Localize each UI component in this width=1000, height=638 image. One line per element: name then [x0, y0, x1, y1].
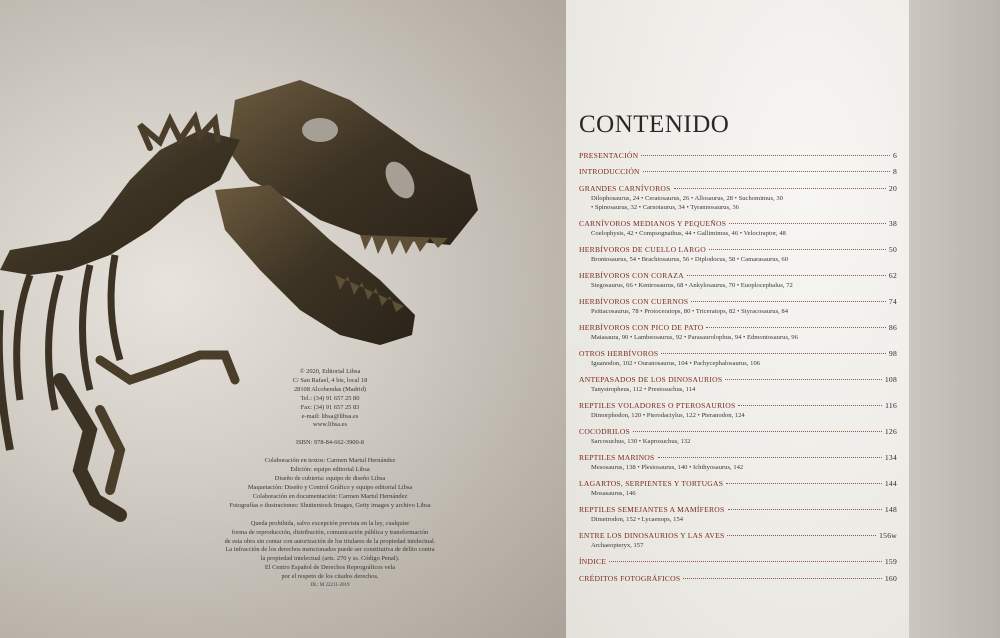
dot-leader [641, 155, 890, 156]
imprint-legal [200, 520, 460, 591]
dot-leader [725, 379, 882, 380]
toc-entry[interactable] [579, 151, 897, 161]
toc-entry-heading [579, 323, 897, 333]
toc-entry[interactable] [579, 531, 897, 551]
toc-entry-subitems: Archaeopteryx, 157 [591, 542, 644, 550]
toc-entry-subitems: Mosasaurus, 146 [591, 490, 636, 498]
toc-entry[interactable] [579, 505, 897, 525]
toc-entry-title: PRESENTACIÓN [579, 151, 639, 160]
toc-entry-title: HERBÍVOROS DE CUELLO LARGO [579, 245, 706, 255]
toc-entry-subitems: Brontosaurus, 54 • Brachiosaurus, 56 • Diplodocus, 58 • Camarasaurus, 60 [591, 256, 789, 264]
contents-page [566, 0, 909, 638]
imprint-publisher-lines [200, 368, 460, 430]
toc-page-number: 98 [888, 349, 897, 359]
toc-entry[interactable] [579, 574, 897, 584]
toc-entry-title: REPTILES MARINOS [579, 453, 655, 463]
toc-page-number: 116 [885, 401, 897, 411]
toc-entry-title: HERBÍVOROS CON CUERNOS [579, 297, 689, 307]
imprint-line: Fax: (34) 91 657 25 83 [300, 403, 360, 411]
toc-entry-heading [579, 531, 897, 541]
dot-leader [706, 327, 885, 328]
toc-entry-title: HERBÍVOROS CON CORAZA [579, 271, 684, 281]
imprint-line: e-mail: libsa@libsa.es [301, 412, 359, 420]
toc-entry-title: REPTILES VOLADORES O PTEROSAURIOS [579, 401, 736, 411]
toc-entry-heading [579, 349, 897, 359]
imprint-line: de esta obra sin contar con autorización de los titulares de la propiedad intelectual. [224, 537, 436, 545]
toc-entry-subitems: Maiasaura, 90 • Lambeosaurus, 92 • Parasaurolophus, 94 • Edmontosaurus, 96 [591, 334, 798, 342]
toc-entry-heading [579, 245, 897, 255]
toc-entry[interactable] [579, 557, 897, 567]
toc-entry[interactable] [579, 271, 897, 291]
toc-entry-heading [579, 151, 897, 161]
toc-entry-subitems: • Spinosaurus, 32 • Carnotaurus, 34 • Tyrannosaurus, 36 [591, 204, 739, 212]
toc-page-number: 148 [884, 505, 897, 515]
imprint-line: Edición: equipo editorial Libsa [290, 466, 370, 474]
toc-entry[interactable] [579, 479, 897, 499]
toc-entry-title: ÍNDICE [579, 557, 607, 567]
toc-page-number: 156w [879, 531, 897, 541]
toc-entry[interactable] [579, 323, 897, 343]
toc-entry-subitems: Psittacosaurus, 78 • Protoceratops, 80 • Triceratops, 82 • Styracosaurus, 84 [591, 308, 789, 316]
toc-entry[interactable] [579, 375, 897, 395]
toc-entry-title: REPTILES SEMEJANTES A MAMÍFEROS [579, 505, 725, 515]
contents-title: CONTENIDO [579, 111, 730, 138]
imprint-line: La infracción de los derechos mencionados puede ser constitutiva de delito contra [225, 546, 435, 554]
toc-page-number: 62 [888, 271, 897, 281]
toc-entry-title: GRANDES CARNÍVOROS [579, 183, 671, 193]
background-strip [909, 0, 1000, 638]
toc-entry-heading [579, 427, 897, 437]
toc-entry[interactable] [579, 245, 897, 265]
imprint-line: Maquetación: Diseño y Control Gráfico y equipo editorial Libsa [247, 483, 413, 491]
imprint-line: C/ San Rafael, 4 bis, local 18 [292, 376, 368, 384]
toc-page-number: 159 [884, 557, 897, 567]
imprint-credits [200, 457, 460, 510]
toc-entry-heading [579, 453, 897, 463]
toc-entry-heading [579, 167, 897, 177]
toc-entry-heading [579, 297, 897, 307]
imprint-line: 28108 Alcobendas (Madrid) [293, 385, 367, 393]
imprint-line: El Centro Español de Derechos Reprográficos vela [264, 564, 396, 572]
toc-entry-subitems: Tanystropheus, 112 • Prestosuchus, 114 [591, 386, 696, 394]
imprint-line: DL: M 22211-2019 [310, 583, 350, 589]
dot-leader [738, 405, 882, 406]
toc-entry-subitems: Mesosaurus, 138 • Plesiosaurus, 140 • Ichthyosaurus, 142 [591, 464, 744, 472]
toc-page-number: 160 [884, 573, 897, 583]
toc-entry-title: ENTRE LOS DINOSAURIOS Y LAS AVES [579, 531, 725, 541]
toc-page-number: 108 [884, 375, 897, 385]
toc-entry-title: CRÉDITOS FOTOGRÁFICOS [579, 573, 681, 583]
imprint-line: Colaboración en documentación: Carmen Martul Hernández [252, 492, 408, 500]
toc-entry-title: CARNÍVOROS MEDIANOS Y PEQUEÑOS [579, 219, 727, 229]
dot-leader [687, 275, 886, 276]
dot-leader [609, 561, 882, 562]
toc-entry[interactable] [579, 349, 897, 369]
toc-entry-subitems: Dimorphodon, 120 • Pterodactylus, 122 • Pteranodon, 124 [591, 412, 745, 420]
dot-leader [674, 188, 886, 189]
dot-leader [691, 301, 886, 302]
toc-page-number: 6 [892, 151, 897, 160]
toc-entry-heading [579, 401, 897, 411]
toc-page-number: 50 [888, 245, 897, 255]
toc-entry-subitems: Iguanodon, 102 • Ouranosaurus, 104 • Pachycephalosaurus, 106 [591, 360, 761, 368]
toc-entry-subitems: Dilophosaurus, 24 • Ceratosaurus, 26 • Allosaurus, 28 • Suchomimus, 30 [591, 194, 783, 202]
toc-entry[interactable] [579, 184, 897, 213]
toc-page-number: 134 [884, 453, 897, 463]
toc-entry-heading [579, 184, 897, 194]
imprint-line: la propiedad intelectual (arts. 270 y ss. Código Penal). [260, 555, 400, 563]
contents-list [579, 151, 897, 590]
imprint-line: © 2020, Editorial Libsa [299, 368, 361, 375]
dot-leader [643, 171, 890, 172]
toc-entry[interactable] [579, 427, 897, 447]
imprint-line: forma de reproducción, distribución, comunicación pública y transformación [231, 528, 429, 536]
toc-entry-title: COCODRILOS [579, 427, 631, 437]
toc-entry-title: HERBÍVOROS CON PICO DE PATO [579, 323, 704, 333]
toc-entry-heading [579, 271, 897, 281]
imprint-line: Diseño de cubierta: equipo de diseño Libsa [274, 475, 386, 483]
toc-entry[interactable] [579, 219, 897, 239]
imprint-line: www.libsa.es [312, 421, 348, 429]
toc-page-number: 74 [888, 297, 897, 307]
imprint-line: por el respeto de los citados derechos. [281, 573, 379, 581]
imprint-line: Colaboración en textos: Carmen Martul Hernández [264, 457, 396, 465]
imprint-block [200, 368, 460, 591]
toc-page-number: 86 [888, 323, 897, 333]
toc-entry[interactable] [579, 453, 897, 473]
dot-leader [661, 353, 886, 354]
toc-entry[interactable] [579, 401, 897, 421]
toc-page-number: 20 [888, 183, 897, 193]
dot-leader [727, 535, 876, 536]
imprint-line: Fotografías e ilustraciones: Shutterstock Images, Getty images y archivo Libsa [229, 501, 431, 509]
dot-leader [726, 483, 882, 484]
toc-page-number: 126 [884, 427, 897, 437]
toc-entry-title: INTRODUCCIÓN [579, 167, 640, 177]
toc-entry[interactable] [579, 167, 897, 177]
imprint-line: Queda prohibida, salvo excepción prevista en la ley, cualquier [250, 519, 410, 527]
dot-leader [633, 431, 882, 432]
toc-entry-title: OTROS HERBÍVOROS [579, 349, 659, 359]
toc-page-number: 144 [884, 479, 897, 489]
toc-entry-heading [579, 557, 897, 567]
toc-entry-title: LAGARTOS, SERPIENTES Y TORTUGAS [579, 479, 724, 489]
toc-entry-subitems: Dimetrodon, 152 • Lycaenops, 154 [591, 516, 684, 524]
toc-entry-heading [579, 505, 897, 515]
toc-entry-heading [579, 574, 897, 584]
dot-leader [709, 249, 886, 250]
toc-page-number: 8 [892, 167, 897, 177]
toc-entry-subitems: Stegosaurus, 66 • Kentrosaurus, 68 • Ankylosaurus, 70 • Euoplocephalus, 72 [591, 282, 793, 290]
toc-entry-subitems: Sarcosuchus, 130 • Kaprosuchus, 132 [591, 438, 691, 446]
dot-leader [728, 509, 882, 510]
imprint-line: Tel.: (34) 91 657 25 80 [300, 394, 360, 402]
toc-entry[interactable] [579, 297, 897, 317]
toc-entry-title: ANTEPASADOS DE LOS DINOSAURIOS [579, 375, 723, 385]
toc-page-number: 38 [888, 219, 897, 229]
toc-entry-subitems: Coelophysis, 42 • Compsognathus, 44 • Gallimimus, 46 • Velociraptor, 48 [591, 230, 786, 238]
dot-leader [729, 223, 886, 224]
toc-entry-heading [579, 375, 897, 385]
dot-leader [683, 578, 881, 579]
isbn: ISBN: 978-84-662-3900-8 [296, 439, 364, 447]
dot-leader [658, 457, 882, 458]
toc-entry-heading [579, 219, 897, 229]
toc-entry-heading [579, 479, 897, 489]
